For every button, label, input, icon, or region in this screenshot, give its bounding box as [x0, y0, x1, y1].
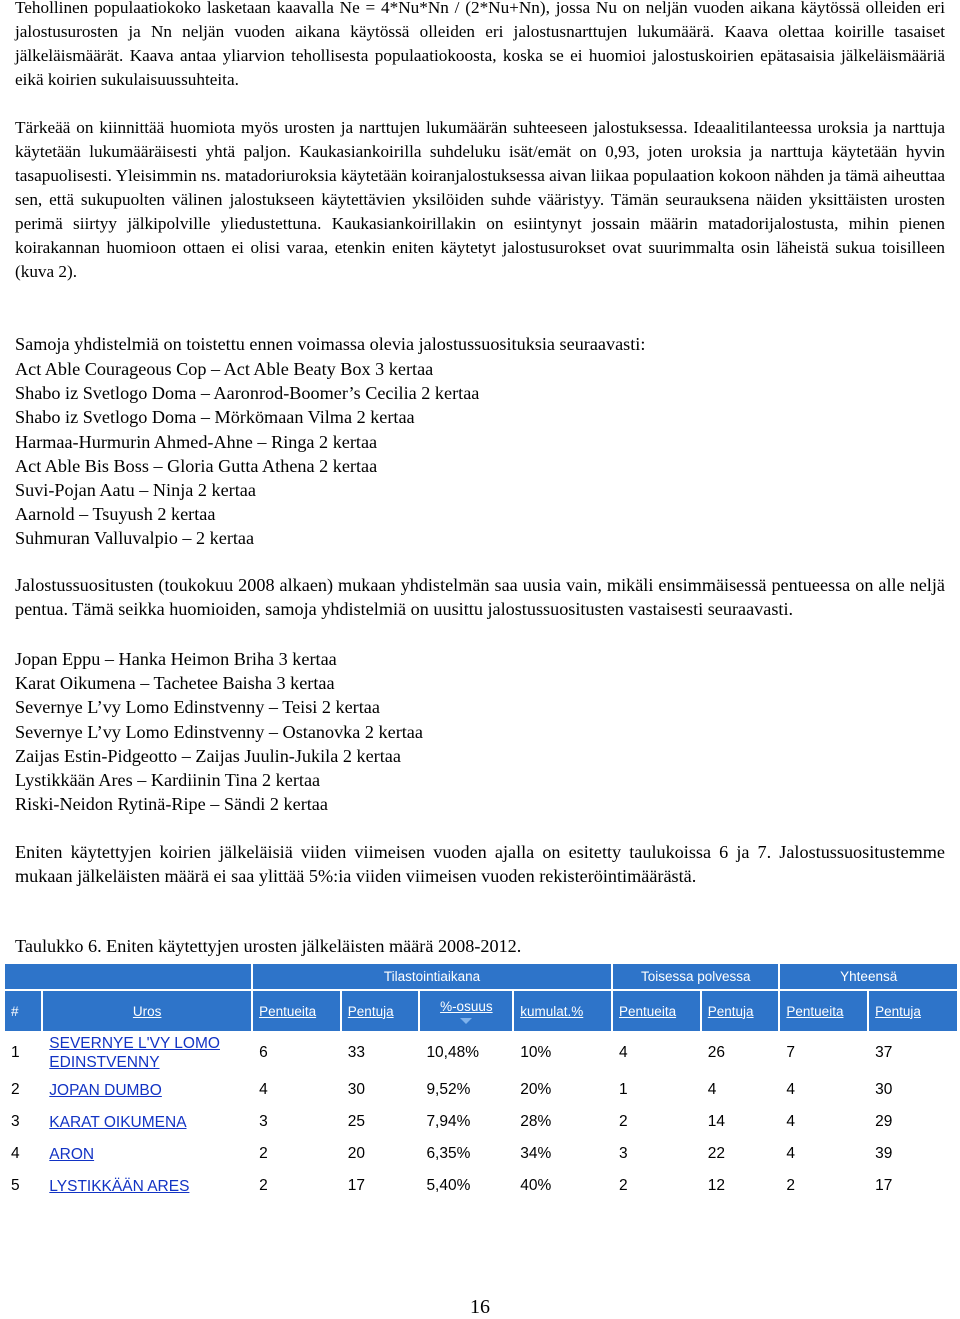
most-used-males-table — [3, 962, 959, 1203]
cell-second-gen-puppies: 12 — [707, 1177, 726, 1194]
cell-cumulative: 40% — [520, 1177, 552, 1194]
cell-total-litters: 2 — [786, 1177, 796, 1194]
column-header-puppies[interactable]: Pentuja — [342, 991, 419, 1031]
list-item: Jopan Eppu – Hanka Heimon Briha 3 kertaa — [15, 649, 337, 669]
cell-puppies: 33 — [347, 1044, 366, 1061]
group-header-blank — [5, 964, 251, 989]
cell-total-litters: 7 — [786, 1044, 796, 1061]
cell-total-litters: 4 — [786, 1145, 796, 1162]
table-row — [5, 1171, 957, 1201]
cell-male — [43, 1033, 251, 1073]
table-row — [5, 1139, 957, 1169]
group-header-second-generation: Toisessa polvessa — [613, 964, 778, 989]
cell-total-litters: 4 — [786, 1081, 796, 1098]
list-item: Shabo iz Svetlogo Doma – Aaronrod-Boomer’s Cecilia 2 kertaa — [15, 383, 480, 404]
column-header-rank: # — [5, 991, 41, 1031]
list-item: Aarnold – Tsuyush 2 kertaa — [15, 504, 216, 525]
column-header-total-puppies[interactable]: Pentuja — [869, 991, 957, 1031]
cell-rank: 3 — [11, 1113, 20, 1130]
list-item: Act Able Courageous Cop – Act Able Beaty Box 3 kertaa — [15, 359, 434, 379]
column-header-total-litters[interactable]: Pentueita — [780, 991, 867, 1031]
list-item: Harmaa-Hurmurin Ahmed-Ahne – Ringa 2 kertaa — [15, 431, 378, 452]
paragraph-breeding-recommendations: Jalostussuositusten (toukokuu 2008 alkaen) mukaan yhdistelmän saa uusia vain, mikäli ensimmäisessä pentueessa on alle neljä pentua. Tämä seikka huomioiden, samoja yhdistelmiä on uusittu jalostussuositusten vastaisesti seuraavasti. — [15, 575, 945, 619]
paragraph-effective-population: Tehollinen populaatiokoko lasketaan kaavalla Ne = 4*Nu*Nn / (2*Nu+Nn), jossa Nu on neljän vuoden aikana käytössä olleiden eri jalostusurosten ja Nn neljän vuoden aikana käytössä olleiden eri jalostusnarttujen lukumäärä. Kaava olettaa koirille tasaiset jälkeläismäärät. Kaava antaa yliarvion tehollisesta populaatiokoosta, koska se ei huomioi jalostuskoirien epätasaisia jälkeläismääriä eikä koirien sukulaisuussuhteita. — [15, 0, 945, 89]
list-item: Act Able Bis Boss – Gloria Gutta Athena 2 kertaa — [15, 455, 378, 476]
cell-second-gen-puppies: 22 — [707, 1145, 726, 1162]
male-link[interactable]: ARON — [49, 1145, 95, 1163]
list-item: Suvi-Pojan Aatu – Ninja 2 kertaa — [15, 480, 256, 501]
cell-litters: 2 — [259, 1177, 268, 1194]
paragraph-sex-ratio: Tärkeää on kiinnittää huomiota myös urosten ja narttujen lukumäärän suhteeseen jalostuksessa. Ideaalitilanteessa uroksia ja narttuja käytetään lukumääräisesti yhtä paljon. Kaukasiankoirilla suhdeluku isät/emät on 0,93, joten uroksia ja narttuja käytetään hyvin tasapuolisesti. Yleisimmin ns. matadoriuroksia käytetään koiranjalostuksessa aivan liikaa populaation kokoon nähden ja tämä aiheuttaa sen, että sukupuolten välinen jalostukseen käytettävien yksilöiden suhde vääristyy. Tämän seurauksena näiden yksittäisten urosten perimä siirtyy jälkipolville yliedustettuna. Kaukasiankoirillakin on esiintynyt jossain määrin matadorijalostusta, mihin pienen koirakannan huomioon ottaen ei olisi varaa, etenkin eniten käytetyt jalostusurokset ovat suurimmalta osin läheistä sukua toisilleen (kuva 2). — [15, 118, 945, 281]
cell-second-gen-litters: 2 — [619, 1177, 628, 1194]
table-header-row — [5, 991, 957, 1031]
cell-cumulative: 34% — [520, 1145, 552, 1162]
paragraph-most-used-dogs: Eniten käytettyjen koirien jälkeläisiä viiden viimeisen vuoden ajalla on esitetty taulukoissa 6 ja 7. Jalostussuositustemme mukaan jälkeläisten määrä ei saa ylittää 5%:ia viiden viimeisen vuoden rekisteröintimäärästä. — [15, 842, 945, 886]
column-header-litters[interactable]: Pentueita — [253, 991, 340, 1031]
column-header-percentage[interactable]: %-osuus — [420, 991, 512, 1031]
cell-total-puppies: 30 — [875, 1081, 893, 1098]
cell-puppies: 20 — [347, 1145, 366, 1162]
cell-puppies: 17 — [347, 1177, 366, 1194]
cell-second-gen-litters: 4 — [619, 1044, 628, 1061]
cell-percentage: 10,48% — [426, 1044, 480, 1061]
cell-male — [43, 1107, 251, 1137]
cell-male — [43, 1075, 251, 1105]
male-link[interactable]: SEVERNYE L'VY LOMO EDINSTVENNY — [49, 1035, 220, 1071]
cell-percentage: 6,35% — [426, 1145, 471, 1162]
list-item: Riski-Neidon Rytinä-Ripe – Sändi 2 kertaa — [15, 794, 328, 815]
cell-total-puppies: 29 — [875, 1113, 893, 1130]
cell-rank: 1 — [11, 1044, 20, 1061]
cell-litters: 3 — [259, 1113, 268, 1130]
male-link[interactable]: KARAT OIKUMENA — [49, 1113, 187, 1131]
cell-cumulative: 28% — [520, 1113, 552, 1130]
column-header-second-gen-litters[interactable]: Pentueita — [613, 991, 700, 1031]
table-row — [5, 1075, 957, 1105]
list-item: Shabo iz Svetlogo Doma – Mörkömaan Vilma 2 kertaa — [15, 407, 415, 428]
cell-litters: 6 — [259, 1044, 268, 1061]
cell-total-litters: 4 — [786, 1113, 796, 1130]
cell-second-gen-puppies: 4 — [707, 1081, 717, 1098]
cell-cumulative: 10% — [520, 1044, 552, 1061]
table-group-header-row — [5, 964, 957, 989]
cell-percentage: 5,40% — [426, 1177, 471, 1194]
cell-male — [43, 1139, 251, 1169]
paragraph-repeated-combinations-intro: Samoja yhdistelmiä on toistettu ennen voimassa olevia jalostussuosituksia seuraavasti: — [15, 334, 646, 354]
list-item: Severnye L’vy Lomo Edinstvenny – Teisi 2 kertaa — [15, 697, 380, 718]
cell-puppies: 30 — [347, 1081, 366, 1098]
recommendation-violations-list — [15, 647, 423, 816]
cell-second-gen-puppies: 14 — [707, 1113, 726, 1130]
list-item: Suhmuran Valluvalpio – 2 kertaa — [15, 528, 255, 549]
cell-puppies: 25 — [347, 1113, 366, 1130]
cell-male — [43, 1171, 251, 1201]
list-item: Zaijas Estin-Pidgeotto – Zaijas Juulin-Jukila 2 kertaa — [15, 745, 401, 766]
male-link[interactable]: LYSTIKKÄÄN ARES — [49, 1177, 190, 1195]
cell-litters: 4 — [259, 1081, 268, 1098]
cell-litters: 2 — [259, 1145, 268, 1162]
cell-second-gen-litters: 1 — [619, 1081, 628, 1098]
cell-second-gen-litters: 2 — [619, 1113, 628, 1130]
cell-second-gen-litters: 3 — [619, 1145, 628, 1162]
cell-second-gen-puppies: 26 — [707, 1044, 726, 1061]
column-header-second-gen-puppies[interactable]: Pentuja — [702, 991, 779, 1031]
cell-total-puppies: 37 — [875, 1044, 893, 1061]
table-row — [5, 1107, 957, 1137]
list-item: Karat Oikumena – Tachetee Baisha 3 kertaa — [15, 673, 335, 694]
cell-percentage: 9,52% — [426, 1081, 471, 1098]
repeated-combinations-list — [15, 357, 479, 551]
cell-rank: 4 — [11, 1145, 20, 1162]
cell-rank: 2 — [11, 1081, 20, 1098]
list-item: Severnye L’vy Lomo Edinstvenny – Ostanovka 2 kertaa — [15, 721, 423, 742]
list-item: Lystikkään Ares – Kardiinin Tina 2 kertaa — [15, 770, 321, 791]
group-header-total: Yhteensä — [780, 964, 957, 989]
cell-cumulative: 20% — [520, 1081, 552, 1098]
cell-percentage: 7,94% — [426, 1113, 471, 1130]
group-header-statistics-period: Tilastointiaikana — [253, 964, 611, 989]
male-link[interactable]: JOPAN DUMBO — [49, 1081, 162, 1099]
cell-total-puppies: 17 — [875, 1177, 893, 1194]
column-header-male[interactable]: Uros — [43, 991, 251, 1031]
sort-descending-icon — [460, 1018, 472, 1024]
cell-total-puppies: 39 — [875, 1145, 893, 1162]
table-row — [5, 1033, 957, 1073]
column-header-cumulative[interactable]: kumulat.% — [514, 991, 611, 1031]
cell-rank: 5 — [11, 1177, 20, 1194]
page-number: 16 — [470, 1296, 490, 1318]
table-caption: Taulukko 6. Eniten käytettyjen urosten jälkeläisten määrä 2008-2012. — [15, 936, 522, 956]
